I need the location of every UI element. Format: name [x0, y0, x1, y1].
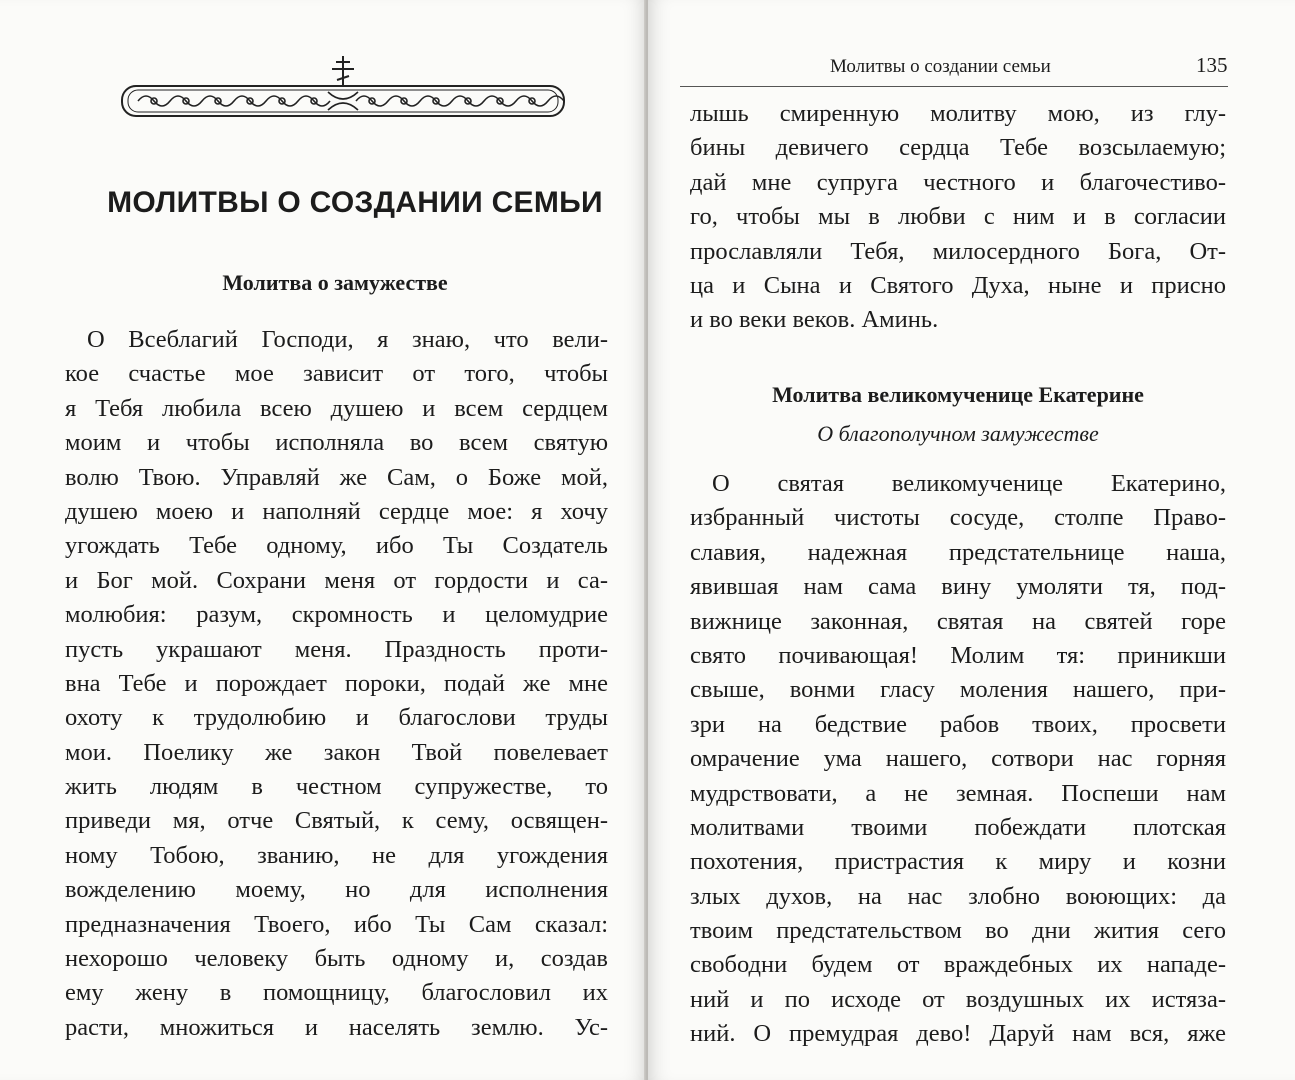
text-line: охоту к трудолюбию и благослови труды	[65, 704, 608, 732]
text-line: молитвами твоими побеждати плотская	[690, 813, 1226, 841]
text-line: приведи мя, отче Святый, к сему, освящен-	[65, 807, 608, 835]
text-line: ца и Сына и Святого Духа, ныне и присно	[690, 271, 1226, 299]
text-line: свыше, вонми гласу моления нашего, при-	[690, 676, 1226, 704]
text-line: молюбия: разум, скромность и целомудрие	[65, 601, 608, 629]
text-line: нехорошо человеку быть одному и, создав	[65, 945, 608, 973]
text-line: мудрствовати, а не земная. Поспеши нам	[690, 779, 1226, 807]
running-header: Молитвы о создании семьи	[830, 56, 1051, 77]
text-line: и во веки веков. Аминь.	[690, 306, 939, 334]
page-number: 135	[1196, 53, 1228, 77]
text-line: кое счастье мое зависит от того, чтобы	[65, 360, 608, 388]
text-line: О святая великомученице Екатерино,	[712, 470, 1226, 497]
text-line: лышь смиренную молитву мою, из глу-	[690, 100, 1226, 127]
text-line: злых духов, на нас злобно воюющих: да	[690, 882, 1226, 910]
text-line: го, чтобы мы в любви с ним и в согласии	[690, 203, 1226, 231]
text-line: свободни будем от враждебных их нападе-	[690, 951, 1226, 979]
text-line: пусть украшают меня. Праздность проти-	[65, 635, 608, 663]
text-line: дай мне супруга честного и благочестиво-	[690, 168, 1226, 196]
text-line: жить людям в честном супружестве, то	[65, 773, 608, 801]
prayer-text	[65, 323, 608, 1045]
text-line: расти, множиться и населять землю. Ус-	[65, 1013, 608, 1041]
text-line: предназначения Твоего, ибо Ты Сам сказал:	[65, 910, 608, 938]
prayer-text	[690, 467, 1226, 1052]
ornamental-header-with-cross-icon	[118, 52, 568, 122]
header-rule	[680, 86, 1228, 87]
text-line: свято почивающая! Молим тя: приникши	[690, 641, 1226, 669]
text-line: бины девичего сердца Тебе возсылаемую;	[690, 134, 1226, 162]
text-line: явившая нам сама вину умоляти тя, под-	[690, 573, 1226, 601]
prayer-title: Молитва великомученице Екатерине	[772, 382, 1144, 407]
left-page	[0, 0, 646, 1080]
text-line: ний. О премудрая дево! Даруй нам вся, яже	[690, 1020, 1226, 1048]
chapter-title: МОЛИТВЫ О СОЗДАНИИ СЕМЬИ	[107, 186, 603, 219]
continued-prayer-text	[690, 97, 1226, 338]
text-line: ному Тобою, званию, не для угождения	[65, 841, 608, 869]
text-line: ний и по исходе от воздушных их истяза-	[690, 985, 1226, 1013]
text-line: вна Тебе и порождает пороки, подай же мне	[65, 669, 608, 697]
text-line: славия, надежная предстательнице наша,	[690, 538, 1226, 566]
text-line: О Всеблагий Господи, я знаю, что вели-	[87, 326, 608, 353]
text-line: я Тебя любила всею душею и всем сердцем	[65, 394, 608, 422]
text-line: твоим предстательством во дни жития сего	[690, 917, 1226, 945]
text-line: зри на бедствие рабов твоих, просвети	[690, 710, 1226, 738]
text-line: и Бог мой. Сохрани меня от гордости и са-	[65, 566, 608, 594]
text-line: прославляли Тебя, милосердного Бога, От-	[690, 237, 1226, 265]
text-line: омрачение ума нашего, сотвори нас горняя	[690, 745, 1226, 773]
text-line: угождать Тебе одному, ибо Ты Создатель	[65, 532, 608, 560]
text-line: моим и чтобы исполняла во всем святую	[65, 429, 608, 457]
text-line: душею моею и наполняй сердце мое: я хочу	[65, 497, 608, 525]
text-line: похотения, пристрастия к миру и козни	[690, 848, 1226, 876]
prayer-title: Молитва о замужестве	[222, 270, 448, 295]
text-line: мои. Поелику же закон Твой повелевает	[65, 738, 608, 766]
text-line: избранный чистоты сосуде, столпе Право-	[690, 504, 1226, 532]
prayer-subtitle: О благополучном замужестве	[817, 421, 1099, 446]
text-line: ему жену в помощницу, благословил их	[65, 979, 608, 1007]
text-line: вожделению моему, но для исполнения	[65, 876, 608, 904]
text-line: вижнице законная, святая на святей горе	[690, 607, 1226, 635]
text-line: волю Твою. Управляй же Сам, о Боже мой,	[65, 463, 608, 491]
